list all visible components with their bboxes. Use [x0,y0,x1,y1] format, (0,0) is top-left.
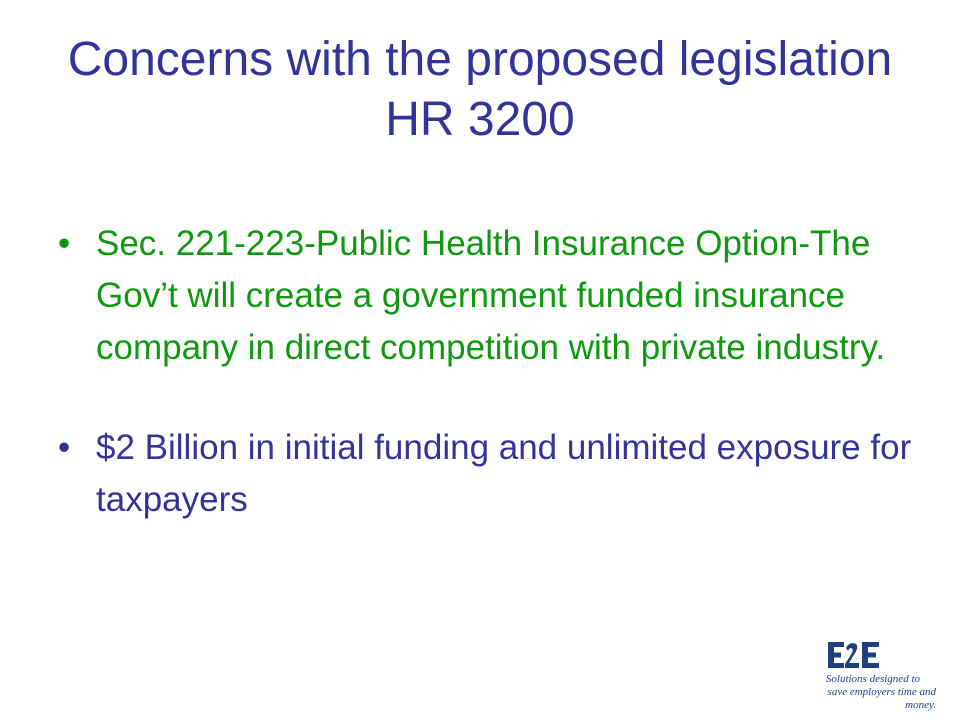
bullet-text: $2 Billion in initial funding and unlimited exposure for taxpayers [96,428,912,519]
bullet-marker: • [58,224,71,263]
company-logo [800,640,936,711]
bullet-marker: • [58,428,71,467]
logo-tagline [800,673,936,712]
logo-tagline-line: Solutions designed to [825,673,920,685]
bullet-item-public-option [58,218,918,374]
bullet-item-funding [58,422,918,526]
logo-tagline-line: save employers time and money. [827,686,936,711]
logo-mark-icon [828,640,880,670]
bullet-text: Sec. 221-223-Public Health Insurance Option-The Gov’t will create a government funded insurance company in direct competition with private industry. [96,224,886,367]
slide-title: Concerns with the proposed legislation HR 3200 [67,33,893,146]
bullet-list [58,218,918,574]
